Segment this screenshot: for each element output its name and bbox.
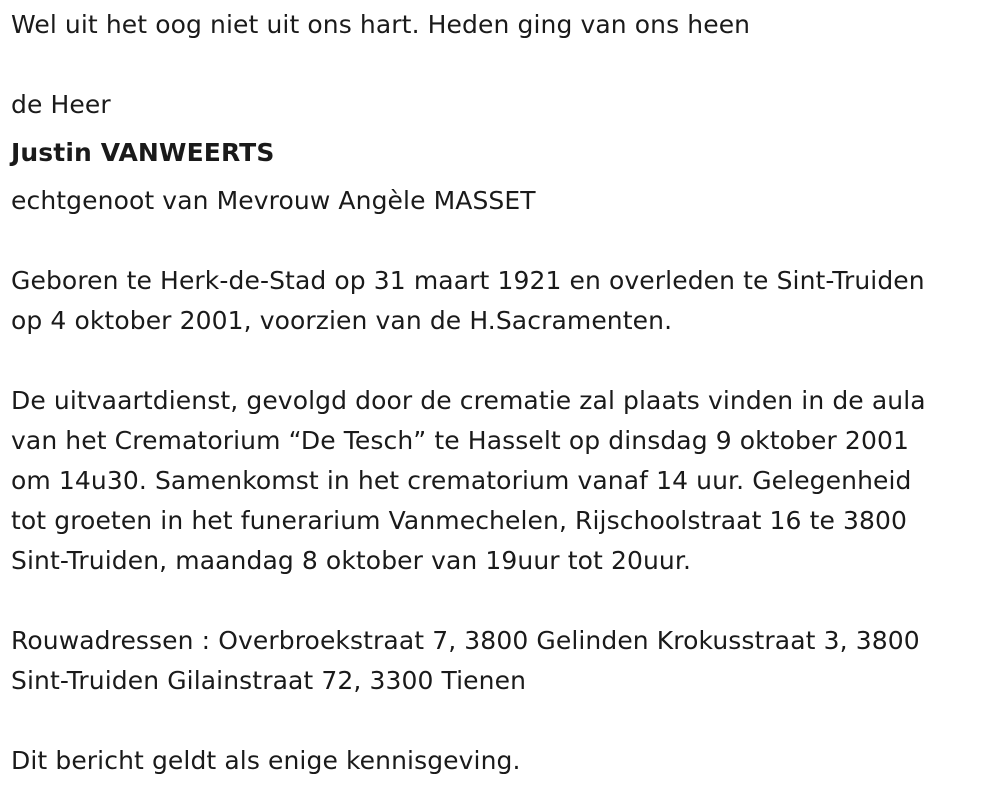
service-line: om 14u30. Samenkomst in het crematorium vanaf 14 uur. Gelegenheid (11, 466, 912, 495)
birth-death-line: op 4 oktober 2001, voorzien van de H.Sacramenten. (11, 306, 673, 335)
service-line: De uitvaartdienst, gevolgd door de crematie zal plaats vinden in de aula (11, 386, 926, 415)
service-line: Sint-Truiden, maandag 8 oktober van 19uur tot 20uur. (11, 546, 691, 575)
service-line: van het Crematorium “De Tesch” te Hasselt op dinsdag 9 oktober 2001 (11, 426, 909, 455)
deceased-name: Justin VANWEERTS (11, 138, 275, 167)
opening-line: Wel uit het oog niet uit ons hart. Heden ging van ons heen (11, 10, 751, 39)
spouse-line: echtgenoot van Mevrouw Angèle MASSET (11, 186, 536, 215)
addresses-line: Sint-Truiden Gilainstraat 72, 3300 Tienen (11, 666, 527, 695)
closing-line: Dit bericht geldt als enige kennisgeving. (11, 746, 521, 775)
honorific: de Heer (11, 90, 111, 119)
birth-death-line: Geboren te Herk-de-Stad op 31 maart 1921 en overleden te Sint-Truiden (11, 266, 925, 295)
service-line: tot groeten in het funerarium Vanmechelen, Rijschoolstraat 16 te 3800 (11, 506, 908, 535)
addresses-line: Rouwadressen : Overbroekstraat 7, 3800 Gelinden Krokusstraat 3, 3800 (11, 626, 920, 655)
